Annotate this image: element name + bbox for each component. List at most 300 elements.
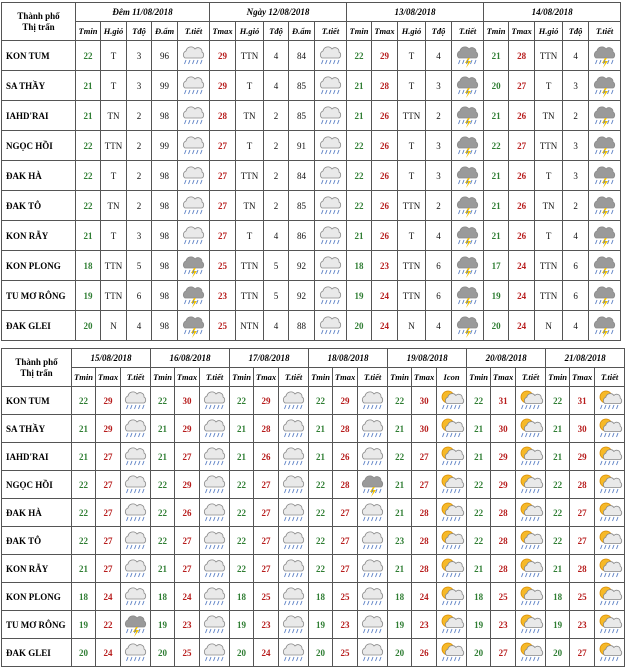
tmax-value: 27 xyxy=(96,527,121,555)
rain-cloud-icon xyxy=(358,639,388,667)
rain-cloud-icon xyxy=(279,611,309,639)
column-header: Tmin xyxy=(76,22,101,41)
rain-cloud-icon xyxy=(200,415,230,443)
sun-rain-icon xyxy=(516,499,546,527)
wind-direction: T xyxy=(101,161,127,191)
tmax-value: 28 xyxy=(570,555,595,583)
column-header: Tmin xyxy=(546,368,570,387)
column-header: Tmin xyxy=(388,368,412,387)
wind-direction: TN xyxy=(535,101,563,131)
rain-cloud-icon xyxy=(200,583,230,611)
tmax-value: 31 xyxy=(570,387,595,415)
tmin-value: 18 xyxy=(230,583,254,611)
tmax-value: 26 xyxy=(372,101,398,131)
tmax-value: 27 xyxy=(570,499,595,527)
tmin-value: 22 xyxy=(546,527,570,555)
column-header: Tmax xyxy=(210,22,236,41)
wind-force: 2 xyxy=(426,191,452,221)
tmin-value: 22 xyxy=(347,131,372,161)
rain-cloud-icon xyxy=(279,639,309,667)
humidity-value: 85 xyxy=(289,191,315,221)
tmax-value: 27 xyxy=(333,527,358,555)
tmin-value: 20 xyxy=(76,311,101,341)
rain-cloud-icon xyxy=(200,387,230,415)
table-row xyxy=(2,221,621,251)
wind-force: 3 xyxy=(127,71,152,101)
wind-direction: T xyxy=(398,131,426,161)
tmax-value: 27 xyxy=(254,471,279,499)
date-header: 13/08/2018 xyxy=(347,3,484,22)
column-header: Icon xyxy=(437,368,467,387)
tmin-value: 22 xyxy=(76,191,101,221)
tmin-value: 19 xyxy=(151,611,175,639)
tmin-value: 22 xyxy=(467,499,491,527)
wind-force: 3 xyxy=(426,131,452,161)
column-header: Tmin xyxy=(72,368,96,387)
sun-rain-icon xyxy=(595,415,625,443)
sun-rain-icon xyxy=(516,443,546,471)
tmax-value: 26 xyxy=(372,161,398,191)
tmax-value: 23 xyxy=(372,251,398,281)
city-name: ĐAK HÀ xyxy=(2,161,76,191)
column-header: Tmax xyxy=(254,368,279,387)
tmin-value: 21 xyxy=(72,555,96,583)
column-header: Tmin xyxy=(484,22,509,41)
rain-cloud-icon xyxy=(315,131,347,161)
column-header: T.tiết xyxy=(516,368,546,387)
tmax-value: 25 xyxy=(254,583,279,611)
tmax-value: 27 xyxy=(175,443,200,471)
wind-force: 4 xyxy=(264,311,289,341)
tmin-value: 21 xyxy=(467,443,491,471)
rain-cloud-icon xyxy=(178,221,210,251)
sun-rain-icon xyxy=(437,639,467,667)
table-row xyxy=(2,191,621,221)
date-header: 20/08/2018 xyxy=(467,349,546,368)
column-header: T.tiết xyxy=(452,22,484,41)
thunderstorm-icon xyxy=(178,251,210,281)
date-header: 21/08/2018 xyxy=(546,349,625,368)
thunderstorm-icon xyxy=(121,611,151,639)
rain-cloud-icon xyxy=(358,555,388,583)
city-header-line2: Thị trấn xyxy=(22,21,55,32)
wind-direction: TTN xyxy=(535,131,563,161)
column-header: T.tiết xyxy=(200,368,230,387)
tmin-value: 21 xyxy=(484,221,509,251)
humidity-value: 85 xyxy=(289,71,315,101)
rain-cloud-icon xyxy=(315,221,347,251)
tmax-value: 27 xyxy=(210,221,236,251)
column-header: Tmin xyxy=(151,368,175,387)
sun-rain-icon xyxy=(437,471,467,499)
sun-rain-icon xyxy=(516,611,546,639)
forecast-table-11-14-august xyxy=(1,2,621,341)
column-header: Tmax xyxy=(509,22,535,41)
tmin-value: 20 xyxy=(72,639,96,667)
rain-cloud-icon xyxy=(121,527,151,555)
tmax-value: 29 xyxy=(254,387,279,415)
rain-cloud-icon xyxy=(200,443,230,471)
thunderstorm-icon xyxy=(589,251,621,281)
tmax-value: 25 xyxy=(491,583,516,611)
city-name: KON PLONG xyxy=(2,583,72,611)
sun-rain-icon xyxy=(516,387,546,415)
wind-force: 3 xyxy=(426,71,452,101)
thunderstorm-icon xyxy=(589,161,621,191)
tmax-value: 28 xyxy=(333,471,358,499)
wind-direction: TTN xyxy=(236,251,264,281)
tmax-value: 24 xyxy=(372,311,398,341)
tmax-value: 24 xyxy=(509,281,535,311)
tmax-value: 29 xyxy=(96,387,121,415)
rain-cloud-icon xyxy=(178,161,210,191)
tmin-value: 20 xyxy=(484,71,509,101)
wind-force: 4 xyxy=(264,221,289,251)
humidity-value: 85 xyxy=(289,101,315,131)
tmax-value: 24 xyxy=(96,639,121,667)
wind-direction: TTN xyxy=(236,161,264,191)
tmin-value: 22 xyxy=(76,41,101,71)
tmax-value: 28 xyxy=(412,499,437,527)
wind-force: 4 xyxy=(563,41,589,71)
tmin-value: 19 xyxy=(546,611,570,639)
tmin-value: 22 xyxy=(230,527,254,555)
city-name: KON TUM xyxy=(2,41,76,71)
column-header: Tmax xyxy=(96,368,121,387)
tmin-value: 22 xyxy=(484,131,509,161)
rain-cloud-icon xyxy=(200,471,230,499)
tmin-value: 22 xyxy=(151,499,175,527)
rain-cloud-icon xyxy=(200,527,230,555)
tmax-value: 23 xyxy=(491,611,516,639)
tmax-value: 24 xyxy=(96,583,121,611)
thunderstorm-icon xyxy=(589,221,621,251)
wind-direction: TTN xyxy=(535,251,563,281)
wind-direction: N xyxy=(101,311,127,341)
table-row xyxy=(2,415,625,443)
city-header-line1: Thành phố xyxy=(15,356,58,367)
tmax-value: 26 xyxy=(372,191,398,221)
tmin-value: 22 xyxy=(230,555,254,583)
rain-cloud-icon xyxy=(315,251,347,281)
tmax-value: 29 xyxy=(96,415,121,443)
tmin-value: 22 xyxy=(467,471,491,499)
tmax-value: 24 xyxy=(509,251,535,281)
thunderstorm-icon xyxy=(452,191,484,221)
city-name: ĐAK TÔ xyxy=(2,191,76,221)
tmax-value: 24 xyxy=(254,639,279,667)
city-name: TU MƠ RÔNG xyxy=(2,281,76,311)
tmax-value: 24 xyxy=(372,281,398,311)
sun-rain-icon xyxy=(437,583,467,611)
thunderstorm-icon xyxy=(589,311,621,341)
wind-force: 4 xyxy=(426,41,452,71)
wind-force: 4 xyxy=(127,311,152,341)
tmin-value: 21 xyxy=(76,71,101,101)
tmax-value: 28 xyxy=(333,415,358,443)
tmax-value: 27 xyxy=(96,499,121,527)
table-row xyxy=(2,281,621,311)
rain-cloud-icon xyxy=(178,191,210,221)
table-row xyxy=(2,387,625,415)
rain-cloud-icon xyxy=(279,555,309,583)
tmin-value: 22 xyxy=(467,387,491,415)
thunderstorm-icon xyxy=(452,311,484,341)
tmax-value: 29 xyxy=(491,471,516,499)
rain-cloud-icon xyxy=(279,471,309,499)
tmax-value: 27 xyxy=(509,131,535,161)
date-header: 19/08/2018 xyxy=(388,349,467,368)
tmin-value: 22 xyxy=(546,499,570,527)
tmin-value: 18 xyxy=(151,583,175,611)
tmin-value: 22 xyxy=(467,527,491,555)
tmin-value: 22 xyxy=(151,387,175,415)
thunderstorm-icon xyxy=(452,281,484,311)
column-header: Tmax xyxy=(412,368,437,387)
city-name: IAHD'RAI xyxy=(2,101,76,131)
tmax-value: 25 xyxy=(333,583,358,611)
tmin-value: 21 xyxy=(467,555,491,583)
tmax-value: 29 xyxy=(175,415,200,443)
tmin-value: 18 xyxy=(72,583,96,611)
tmin-value: 19 xyxy=(484,281,509,311)
tmax-value: 24 xyxy=(509,311,535,341)
tmin-value: 20 xyxy=(230,639,254,667)
rain-cloud-icon xyxy=(358,415,388,443)
column-header: Tmin xyxy=(467,368,491,387)
tmax-value: 25 xyxy=(210,251,236,281)
thunderstorm-icon xyxy=(452,221,484,251)
wind-force: 3 xyxy=(563,71,589,101)
tmin-value: 22 xyxy=(72,471,96,499)
rain-cloud-icon xyxy=(315,311,347,341)
tmax-value: 29 xyxy=(333,387,358,415)
thunderstorm-icon xyxy=(178,311,210,341)
wind-direction: TTN xyxy=(101,131,127,161)
tmin-value: 22 xyxy=(309,527,333,555)
rain-cloud-icon xyxy=(279,415,309,443)
table-row xyxy=(2,443,625,471)
tmin-value: 22 xyxy=(309,499,333,527)
column-header: T.tiết xyxy=(279,368,309,387)
column-header: T.tiết xyxy=(358,368,388,387)
tmax-value: 26 xyxy=(412,639,437,667)
wind-force: 6 xyxy=(426,251,452,281)
tmin-value: 21 xyxy=(388,555,412,583)
tmax-value: 26 xyxy=(175,499,200,527)
tmax-value: 30 xyxy=(570,415,595,443)
tmin-value: 20 xyxy=(151,639,175,667)
tmax-value: 27 xyxy=(96,471,121,499)
tmin-value: 21 xyxy=(546,415,570,443)
sun-rain-icon xyxy=(595,527,625,555)
wind-force: 2 xyxy=(264,131,289,161)
tmin-value: 21 xyxy=(309,443,333,471)
rain-cloud-icon xyxy=(358,499,388,527)
wind-force: 6 xyxy=(563,251,589,281)
thunderstorm-icon xyxy=(452,251,484,281)
humidity-value: 98 xyxy=(152,161,178,191)
column-header: H.gió xyxy=(535,22,563,41)
column-header: Tđộ xyxy=(426,22,452,41)
tmin-value: 22 xyxy=(347,41,372,71)
wind-force: 2 xyxy=(264,191,289,221)
rain-cloud-icon xyxy=(121,471,151,499)
tmax-value: 23 xyxy=(210,281,236,311)
city-header xyxy=(2,349,72,387)
tmin-value: 19 xyxy=(309,611,333,639)
tmax-value: 27 xyxy=(491,639,516,667)
tmin-value: 21 xyxy=(467,415,491,443)
thunderstorm-icon xyxy=(589,191,621,221)
wind-force: 4 xyxy=(264,41,289,71)
wind-force: 4 xyxy=(563,221,589,251)
rain-cloud-icon xyxy=(358,387,388,415)
tmin-value: 22 xyxy=(76,131,101,161)
table-row xyxy=(2,41,621,71)
sun-rain-icon xyxy=(516,415,546,443)
tmax-value: 26 xyxy=(254,443,279,471)
city-name: SA THẦY xyxy=(2,71,76,101)
humidity-value: 92 xyxy=(289,251,315,281)
tmin-value: 21 xyxy=(76,101,101,131)
tmin-value: 21 xyxy=(484,41,509,71)
humidity-value: 99 xyxy=(152,131,178,161)
tmin-value: 22 xyxy=(388,443,412,471)
humidity-value: 91 xyxy=(289,131,315,161)
tmin-value: 21 xyxy=(546,555,570,583)
tmin-value: 22 xyxy=(72,499,96,527)
city-name: SA THẦY xyxy=(2,415,72,443)
tmin-value: 22 xyxy=(230,499,254,527)
date-header: 14/08/2018 xyxy=(484,3,621,22)
tmax-value: 26 xyxy=(372,221,398,251)
sun-rain-icon xyxy=(516,471,546,499)
tmax-value: 26 xyxy=(509,191,535,221)
city-name: KON RẪY xyxy=(2,221,76,251)
rain-cloud-icon xyxy=(178,131,210,161)
tmax-value: 22 xyxy=(96,611,121,639)
tmin-value: 17 xyxy=(484,251,509,281)
wind-direction: TTN xyxy=(535,281,563,311)
wind-force: 3 xyxy=(426,161,452,191)
rain-cloud-icon xyxy=(315,101,347,131)
rain-cloud-icon xyxy=(315,281,347,311)
city-header-line2: Thị trấn xyxy=(20,367,53,378)
rain-cloud-icon xyxy=(200,611,230,639)
tmin-value: 18 xyxy=(347,251,372,281)
tmin-value: 18 xyxy=(76,251,101,281)
tmin-value: 23 xyxy=(388,527,412,555)
wind-direction: TN xyxy=(236,101,264,131)
column-header: Tmax xyxy=(570,368,595,387)
tmax-value: 26 xyxy=(372,131,398,161)
tmin-value: 21 xyxy=(230,415,254,443)
wind-direction: T xyxy=(101,41,127,71)
sun-rain-icon xyxy=(595,471,625,499)
thunderstorm-icon xyxy=(358,471,388,499)
tmin-value: 18 xyxy=(467,583,491,611)
table-row xyxy=(2,499,625,527)
date-header: 15/08/2018 xyxy=(72,349,151,368)
tmax-value: 23 xyxy=(570,611,595,639)
tmax-value: 26 xyxy=(509,161,535,191)
humidity-value: 86 xyxy=(289,221,315,251)
tmax-value: 28 xyxy=(491,555,516,583)
column-header: Tđộ xyxy=(563,22,589,41)
wind-force: 6 xyxy=(426,281,452,311)
column-header: Tmax xyxy=(491,368,516,387)
rain-cloud-icon xyxy=(315,161,347,191)
column-header: Đ.ẩm xyxy=(152,22,178,41)
rain-cloud-icon xyxy=(279,387,309,415)
tmin-value: 21 xyxy=(484,101,509,131)
wind-force: 4 xyxy=(426,221,452,251)
rain-cloud-icon xyxy=(200,639,230,667)
wind-force: 3 xyxy=(127,221,152,251)
tmin-value: 21 xyxy=(546,443,570,471)
wind-direction: TTN xyxy=(398,251,426,281)
tmin-value: 21 xyxy=(347,71,372,101)
city-name: ĐAK TÔ xyxy=(2,527,72,555)
tmax-value: 25 xyxy=(570,583,595,611)
humidity-value: 98 xyxy=(152,101,178,131)
tmax-value: 27 xyxy=(96,443,121,471)
wind-force: 4 xyxy=(264,71,289,101)
humidity-value: 84 xyxy=(289,161,315,191)
tmax-value: 27 xyxy=(254,555,279,583)
table-row xyxy=(2,311,621,341)
thunderstorm-icon xyxy=(452,71,484,101)
wind-direction: T xyxy=(236,131,264,161)
rain-cloud-icon xyxy=(279,499,309,527)
wind-force: 5 xyxy=(264,281,289,311)
sun-rain-icon xyxy=(595,387,625,415)
wind-force: 2 xyxy=(127,191,152,221)
wind-direction: T xyxy=(398,221,426,251)
wind-force: 5 xyxy=(264,251,289,281)
table-row xyxy=(2,611,625,639)
city-header-line1: Thành phố xyxy=(17,10,60,21)
tmax-value: 29 xyxy=(372,41,398,71)
tmin-value: 21 xyxy=(347,101,372,131)
sun-rain-icon xyxy=(595,583,625,611)
wind-direction: T xyxy=(101,221,127,251)
humidity-value: 98 xyxy=(152,311,178,341)
rain-cloud-icon xyxy=(315,71,347,101)
tmax-value: 23 xyxy=(412,611,437,639)
column-header: Tmin xyxy=(309,368,333,387)
tmin-value: 19 xyxy=(388,611,412,639)
wind-direction: T xyxy=(398,161,426,191)
humidity-value: 84 xyxy=(289,41,315,71)
tmin-value: 22 xyxy=(309,471,333,499)
tmax-value: 27 xyxy=(570,639,595,667)
tmax-value: 29 xyxy=(491,443,516,471)
rain-cloud-icon xyxy=(358,443,388,471)
wind-direction: T xyxy=(398,41,426,71)
thunderstorm-icon xyxy=(589,41,621,71)
tmax-value: 27 xyxy=(210,161,236,191)
tmin-value: 22 xyxy=(309,387,333,415)
tmin-value: 21 xyxy=(484,191,509,221)
tmax-value: 28 xyxy=(509,41,535,71)
tmin-value: 19 xyxy=(72,611,96,639)
sun-rain-icon xyxy=(516,527,546,555)
column-header: Tđộ xyxy=(127,22,152,41)
wind-force: 3 xyxy=(563,131,589,161)
tmin-value: 21 xyxy=(230,443,254,471)
